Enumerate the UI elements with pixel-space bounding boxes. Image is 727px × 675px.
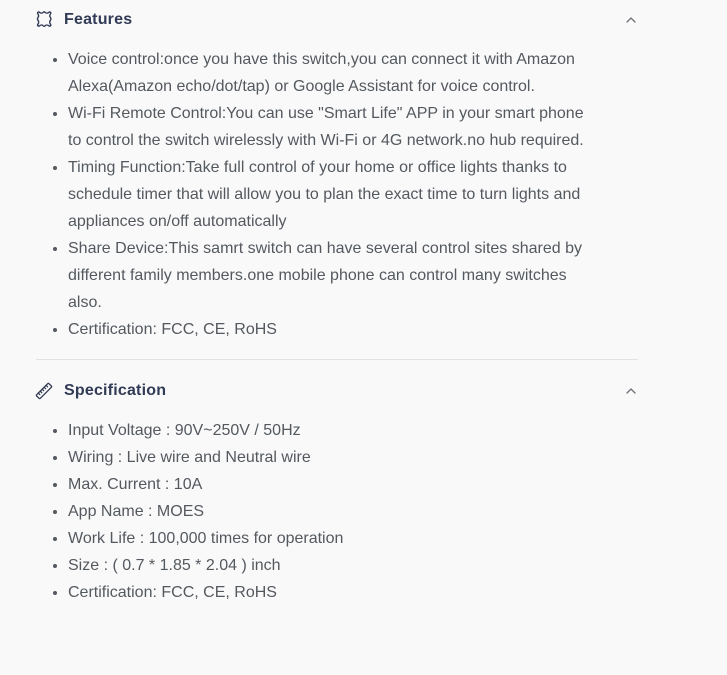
features-section: [33, 9, 640, 343]
specification-section: [33, 380, 640, 606]
feature-item: • Certification: FCC, CE, RoHS: [68, 316, 590, 343]
features-list: [33, 46, 640, 343]
section-divider: [36, 359, 638, 360]
spec-item: • Wiring : Live wire and Neutral wire: [68, 444, 590, 471]
spec-item: • Max. Current : 10A: [68, 471, 590, 498]
spec-item: • Work Life : 100,000 times for operation: [68, 525, 590, 552]
leather-icon: [33, 9, 55, 31]
chevron-up-icon[interactable]: [624, 15, 638, 25]
feature-item: • Share Device:This samrt switch can have several control sites shared by different family members.one mobile phone can control many switches also.: [68, 235, 590, 316]
features-section-title: Features: [64, 11, 133, 28]
specification-section-title: Specification: [64, 382, 167, 399]
features-section-header[interactable]: [33, 9, 640, 31]
feature-item: • Voice control:once you have this switch,you can connect it with Amazon Alexa(Amazon echo/dot/tap) or Google Assistant for voice control.: [68, 46, 590, 100]
specification-section-header[interactable]: [33, 380, 640, 402]
specification-list: [33, 417, 640, 606]
spec-item: • Input Voltage : 90V~250V / 50Hz: [68, 417, 590, 444]
spec-item: • App Name : MOES: [68, 498, 590, 525]
feature-item: • Timing Function:Take full control of your home or office lights thanks to schedule timer that will allow you to plan the exact time to turn lights and appliances on/off automatically: [68, 154, 590, 235]
ruler-icon: [33, 380, 55, 402]
spec-item: • Size : ( 0.7 * 1.85 * 2.04 ) inch: [68, 552, 590, 579]
spec-item: • Certification: FCC, CE, RoHS: [68, 579, 590, 606]
product-details-panel: [33, 0, 640, 606]
feature-item: • Wi-Fi Remote Control:You can use "Smart Life" APP in your smart phone to control the switch wirelessly with Wi-Fi or 4G network.no hub required.: [68, 100, 590, 154]
chevron-up-icon[interactable]: [624, 386, 638, 396]
